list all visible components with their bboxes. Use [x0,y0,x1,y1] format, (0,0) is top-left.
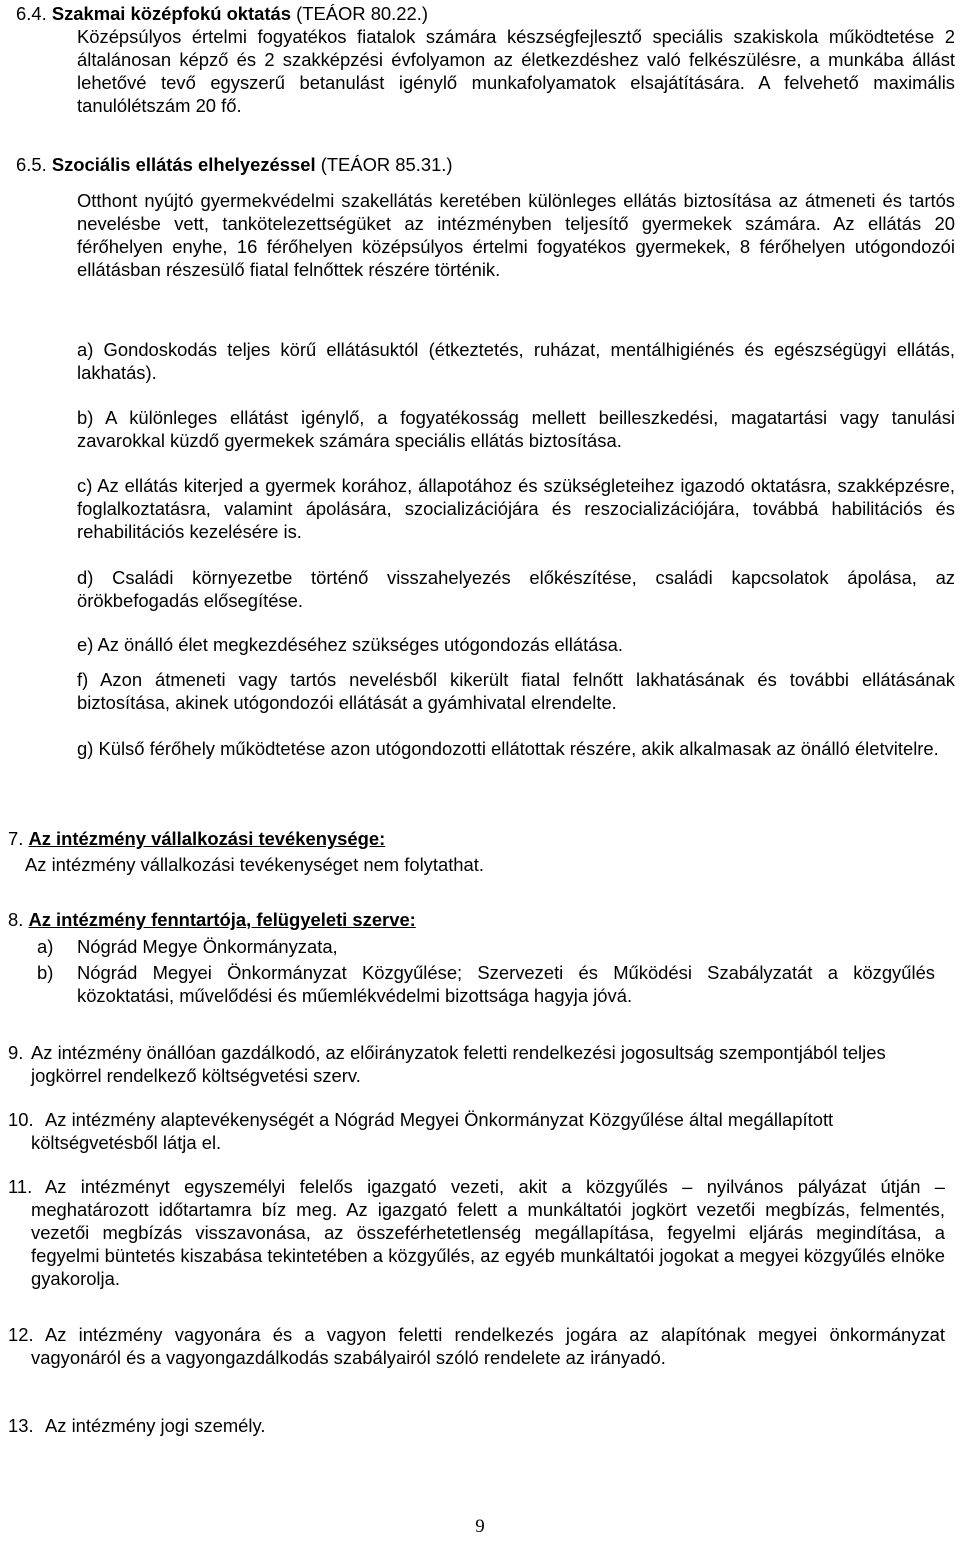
section-number: 9. [8,1042,24,1063]
page-number: 9 [475,1516,485,1537]
section-code: (TEÁOR 85.31.) [320,154,453,175]
section-12-body: Az intézmény vagyonára és a vagyon feletti rendelkezés jogára az alapítónak megyei önkormányzat vagyonáról és a vagyongazdálkodás szabályairól szóló rendelete az irányadó. [31,1324,945,1368]
section-7-heading [8,827,948,850]
section-number: 10. [8,1109,34,1130]
item-8-a: Nógrád Megye Önkormányzata, [77,936,338,957]
section-6-5-heading [16,153,956,176]
section-9-body: Az intézmény önállóan gazdálkodó, az előirányzatok feletti rendelkezési jogosultság szempontjából teljes jogkörrel rendelkező költségvetési szerv. [31,1042,886,1086]
item-6-5-a: a) Gondoskodás teljes körű ellátásuktól (étkeztetés, ruházat, mentálhigiénés és egészségügyi ellátás, lakhatás). [77,339,955,383]
item-6-5-e: e) Az önálló élet megkezdéséhez szükséges utógondozás ellátása. [77,634,623,655]
section-6-4-body: Középsúlyos értelmi fogyatékos fiatalok számára készségfejlesztő speciális szakiskola működtetése 2 általánosan képző és 2 szakképzési évfolyamon az életkezdéshez való felkészülésre, a munkába állást lehetővé tevő egyszerű betanulást igénylő munkafolyamatok elsajátítására. A felvehető maximális tanulólétszám 20 fő. [77,26,955,116]
section-title: Szakmai középfokú oktatás [51,3,291,24]
section-6-5-intro: Otthont nyújtó gyermekvédelmi szakellátás keretében különleges ellátás biztosítása az átmeneti és tartós nevelésbe vett, tankötelezettségüket az intézményben teljesítő gyermekek számára. Az ellátás 20 férőhelyen enyhe, 16 férőhelyen középsúlyos értelmi fogyatékos gyermekek, 8 férőhelyen utógondozói ellátásban részesülő fiatal felnőttek részére történik. [77,190,955,280]
section-11-body: Az intézményt egyszemélyi felelős igazgató vezeti, akit a közgyűlés – nyilvános pályázat útján – meghatározott időtartamra bíz meg. Az igazgató felett a munkáltatói jogkört vezetői megbízás, felmentés, vezetői megbízás visszavonása, az összeférhetetlenség megállapítása, fegyelmi eljárás megindítása, a fegyelmi büntetés kiszabása tekintetében a közgyűlés, az egyéb munkáltatói jogokat a megyei közgyűlés elnöke gyakorolja. [31,1176,945,1289]
section-number: 7. [8,828,24,849]
section-number: 13. [8,1415,34,1436]
item-6-5-d: d) Családi környezetbe történő visszahelyezés előkészítése, családi kapcsolatok ápolása, az örökbefogadás elősegítése. [77,567,955,611]
section-number: 6.4. [16,3,47,24]
item-6-5-f: f) Azon átmeneti vagy tartós nevelésből kikerült fiatal felnőtt lakhatásának és további ellátásának biztosítása, akinek utógondozói ellátását a gyámhivatal elrendelte. [77,669,955,713]
section-title: Az intézmény fenntartója, felügyeleti szerve: [28,909,416,930]
list-label: a) [37,936,54,957]
section-13-body: Az intézmény jogi személy. [45,1415,266,1436]
section-number: 11. [8,1176,33,1197]
section-number: 6.5. [16,154,47,175]
item-6-5-g: g) Külső férőhely működtetése azon utógondozotti ellátottak részére, akik alkalmasak az önálló életvitelre. [77,738,939,759]
section-number: 8. [8,909,24,930]
section-number: 12. [8,1324,34,1345]
list-label: b) [37,962,54,983]
section-10-body: Az intézmény alaptevékenységét a Nógrád Megyei Önkormányzat Közgyűlése által megállapított költségvetésből látja el. [31,1109,834,1153]
item-6-5-c: c) Az ellátás kiterjed a gyermek korához, állapotához és szükségleteihez igazodó oktatásra, szakképzésre, foglalkoztatásra, valamint ápolására, szocializációjára és reszocializációjára, továbbá habilitációs és rehabilitációs kezelésére is. [77,475,955,542]
section-title: Szociális ellátás elhelyezéssel [51,154,316,175]
section-title: Az intézmény vállalkozási tevékenysége: [28,828,386,849]
section-8-heading [8,908,948,931]
section-code: (TEÁOR 80.22.) [296,3,428,24]
section-6-4-heading [16,2,956,25]
item-8-b: Nógrád Megyei Önkormányzat Közgyűlése; Szervezeti és Működési Szabályzatát a közgyűlés közoktatási, művelődési és műemlékvédelmi bizottsága hagyja jóvá. [77,962,935,1006]
item-6-5-b: b) A különleges ellátást igénylő, a fogyatékosság mellett beilleszkedési, magatartási vagy tanulási zavarokkal küzdő gyermekek számára speciális ellátás biztosítása. [77,407,955,451]
section-7-body: Az intézmény vállalkozási tevékenységet nem folytathat. [25,854,484,875]
